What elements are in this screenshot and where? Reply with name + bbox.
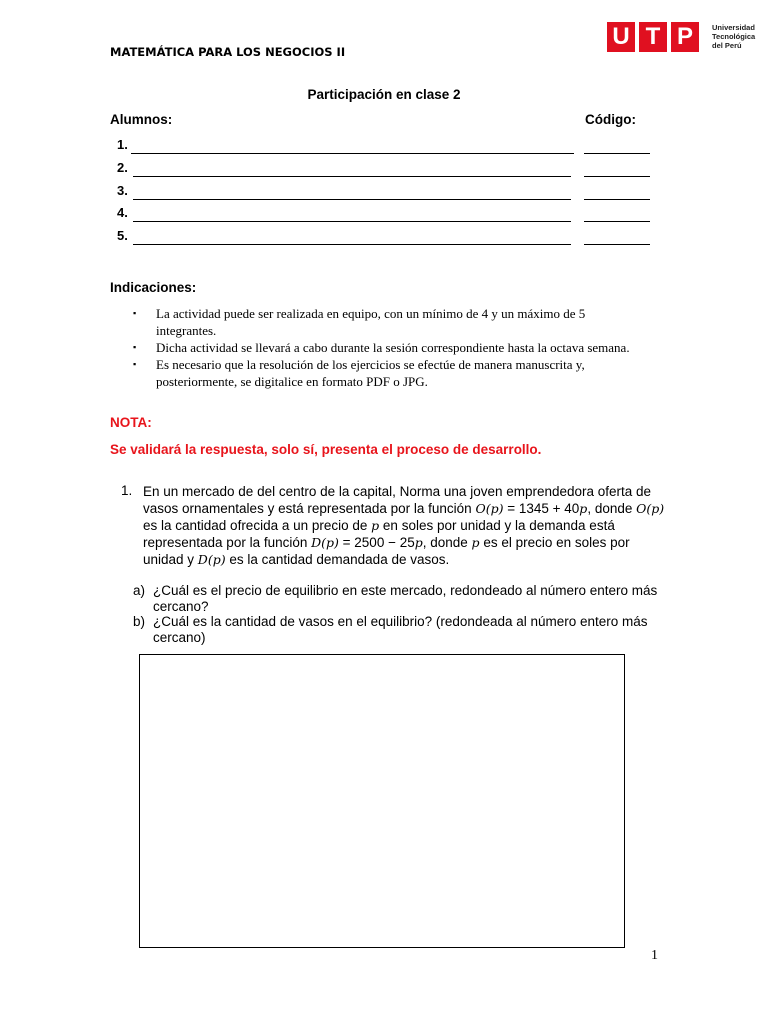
student-row — [110, 228, 655, 248]
student-row — [110, 183, 655, 203]
price-variable: p — [414, 535, 423, 550]
bullet-icon: ▪ — [133, 359, 137, 369]
students-label: Alumnos: — [110, 112, 173, 127]
problem-text: es el precio en soles por unidad y — [143, 535, 630, 567]
student-number: 5. — [117, 228, 128, 243]
indications-list — [130, 305, 630, 390]
utp-logo — [607, 22, 707, 52]
supply-function: O(p) — [475, 501, 504, 516]
question-a — [133, 583, 673, 615]
problem-text: es la cantidad ofrecida a un precio de — [143, 518, 372, 533]
logo-letter-u: U — [607, 22, 635, 52]
indication-text: Es necesario que la resolución de los ejercicios se efectúe de manera manuscrita y, posteriormente, se digitalice en formato PDF o JPG. — [156, 357, 585, 389]
demand-function: D(p) — [197, 552, 226, 567]
student-code-line — [584, 176, 650, 177]
list-item — [130, 356, 630, 390]
logo-university-name — [712, 23, 755, 50]
demand-function: D(p) — [311, 535, 339, 550]
student-row — [110, 137, 655, 157]
problem-text: , donde — [587, 501, 637, 516]
logo-text-line: del Perú — [712, 41, 742, 50]
indication-text: La actividad puede ser realizada en equipo, con un mínimo de 4 y un máximo de 5 integrantes. — [156, 306, 586, 338]
note-label: NOTA: — [110, 415, 152, 430]
indications-heading: Indicaciones: — [110, 280, 197, 295]
logo-letter-t: T — [639, 22, 667, 52]
price-variable: p — [371, 518, 380, 533]
logo-letter-p: P — [671, 22, 699, 52]
question-text: ¿Cuál es el precio de equilibrio en este mercado, redondeado al número entero más cercano? — [153, 583, 658, 614]
question-letter: b) — [133, 614, 146, 629]
note-text: Se validará la respuesta, solo sí, presenta el proceso de desarrollo. — [110, 442, 542, 457]
indication-text: Dicha actividad se llevará a cabo durante la sesión correspondiente hasta la octava semana. — [156, 340, 630, 355]
page-title: Participación en clase 2 — [307, 87, 461, 102]
logo-text-line: Tecnológica — [712, 32, 756, 41]
student-row — [110, 205, 655, 225]
student-code-line — [584, 244, 650, 245]
student-code-line — [584, 221, 650, 222]
student-code-line — [584, 199, 650, 200]
question-b — [133, 614, 673, 646]
problem-text: es la cantidad demandada de vasos. — [225, 552, 450, 567]
student-name-line — [133, 244, 571, 245]
student-number: 2. — [117, 160, 128, 175]
problem-number: 1. — [121, 483, 133, 498]
problem-statement — [143, 483, 673, 568]
page-number: 1 — [651, 948, 658, 963]
student-number: 3. — [117, 183, 128, 198]
student-name-line — [131, 153, 574, 154]
student-row — [110, 160, 655, 180]
code-label: Código: — [585, 112, 636, 127]
student-code-line — [584, 153, 650, 154]
problem-text: = 1345 + 40 — [503, 501, 580, 516]
question-letter: a) — [133, 583, 146, 598]
answer-box[interactable] — [139, 654, 625, 948]
problem-text: , donde — [422, 535, 472, 550]
student-name-line — [133, 221, 571, 222]
price-variable: p — [471, 535, 480, 550]
student-name-line — [133, 176, 571, 177]
bullet-icon: ▪ — [133, 308, 137, 318]
price-variable: p — [579, 501, 588, 516]
problem-text: En un mercado de del centro de la capital, Norma una joven emprendedora oferta de vasos ornamentales y está representada por la función — [143, 484, 652, 516]
student-number: 4. — [117, 205, 128, 220]
question-text: ¿Cuál es la cantidad de vasos en el equilibrio? (redondeada al número entero más cercano) — [153, 614, 648, 645]
list-item — [130, 305, 630, 339]
bullet-icon: ▪ — [133, 342, 137, 352]
logo-text-line: Universidad — [712, 23, 755, 32]
list-item — [130, 339, 630, 356]
student-name-line — [133, 199, 571, 200]
problem-text: en soles por unidad y la demanda está representada por la función — [143, 518, 615, 550]
supply-function: O(p) — [636, 501, 665, 516]
student-number: 1. — [117, 137, 128, 152]
course-title: MATEMÁTICA PARA LOS NEGOCIOS II — [110, 45, 346, 59]
problem-text: = 2500 − 25 — [338, 535, 415, 550]
